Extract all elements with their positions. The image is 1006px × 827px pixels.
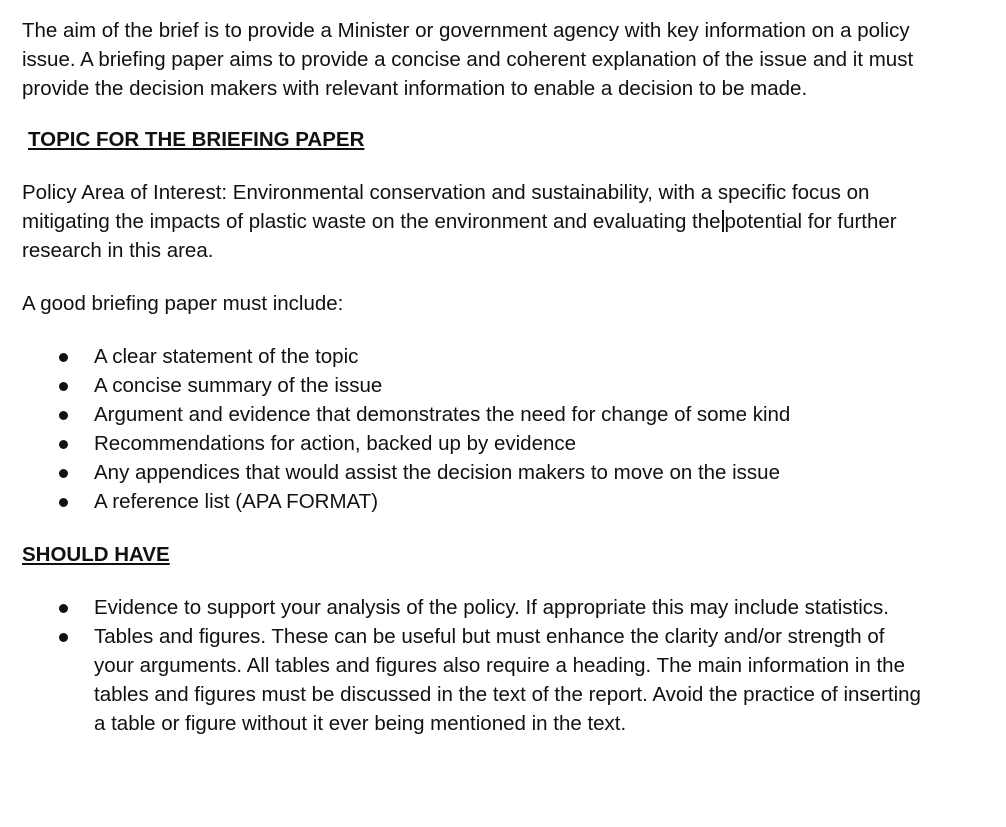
list-item: Any appendices that would assist the decision makers to move on the issue [22, 458, 922, 487]
topic-heading: TOPIC FOR THE BRIEFING PAPER [28, 128, 365, 151]
must-include-label: A good briefing paper must include: [22, 292, 344, 315]
policy-area-text-part1: Policy Area of Interest: Environmental conservation and sustainability, with a specific focus on mitigating the impacts of plastic waste on the environment and evaluating the [22, 181, 870, 233]
intro-paragraph: The aim of the brief is to provide a Minister or government agency with key information on a policy issue. A briefing paper aims to provide a concise and coherent explanation of the issue and it must provide the decision makers with relevant information to enable a decision to be made. [22, 19, 914, 100]
policy-area-text-part2: potential for further research in this area. [22, 210, 897, 262]
should-have-list [22, 593, 922, 738]
must-include-list [22, 342, 922, 516]
list-item: A clear statement of the topic [22, 342, 922, 371]
list-item: Tables and figures. These can be useful but must enhance the clarity and/or strength of your arguments. All tables and figures also require a heading. The main information in the tables and figures must be discussed in the text of the report. Avoid the practice of inserting a table or figure without it ever being mentioned in the text. [22, 622, 922, 738]
list-item: Recommendations for action, backed up by evidence [22, 429, 922, 458]
list-item: Argument and evidence that demonstrates the need for change of some kind [22, 400, 922, 429]
should-have-heading: SHOULD HAVE [22, 543, 170, 566]
list-item: A concise summary of the issue [22, 371, 922, 400]
list-item: A reference list (APA FORMAT) [22, 487, 922, 516]
policy-area-paragraph [22, 178, 922, 265]
text-cursor [722, 210, 724, 232]
list-item: Evidence to support your analysis of the policy. If appropriate this may include statistics. [22, 593, 922, 622]
document-body[interactable] [22, 16, 922, 738]
